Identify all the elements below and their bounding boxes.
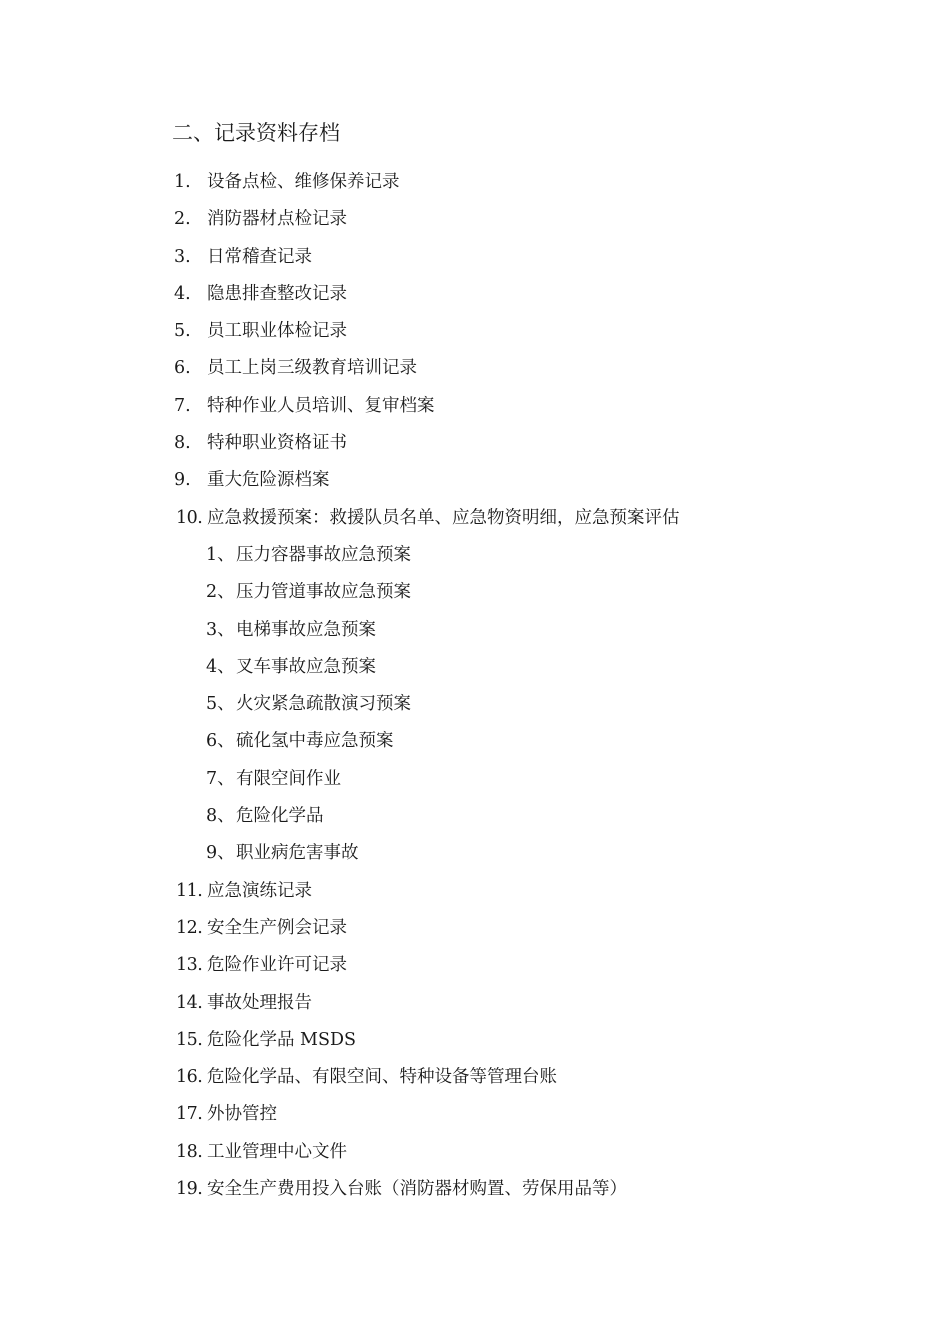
sub-item-text: 职业病危害事故	[236, 843, 359, 864]
item-text: 消防器材点检记录	[207, 209, 347, 230]
sub-item-number: 7、	[206, 768, 235, 789]
sub-list-item	[0, 537, 950, 574]
sub-item-text: 硫化氢中毒应急预案	[236, 731, 394, 752]
sub-item-number: 3、	[206, 619, 235, 640]
sub-list-item	[0, 612, 950, 649]
list-item	[0, 201, 950, 238]
item-number: 15.	[176, 1029, 203, 1050]
item-text: 危险作业许可记录	[207, 955, 347, 976]
item-number: 9.	[174, 470, 191, 491]
item-number: 3.	[174, 246, 191, 267]
item-number: 12.	[176, 917, 203, 938]
item-number: 14.	[176, 992, 203, 1013]
list-item	[0, 1171, 950, 1208]
item-text: 工业管理中心文件	[207, 1141, 347, 1162]
item-number: 4.	[174, 283, 191, 304]
item-text: 危险化学品、有限空间、特种设备等管理台账	[207, 1067, 557, 1088]
sub-item-text: 有限空间作业	[236, 768, 341, 789]
list-item	[0, 500, 950, 537]
sub-item-text: 火灾紧急疏散演习预案	[236, 694, 411, 715]
list-item	[0, 164, 950, 201]
list-item	[0, 425, 950, 462]
sub-list-item	[0, 649, 950, 686]
item-text: 外协管控	[207, 1104, 277, 1125]
item-number: 5.	[174, 321, 191, 342]
item-text: 应急救援预案：救援队员名单、应急物资明细，应急预案评估	[207, 507, 680, 528]
list-item	[0, 1022, 950, 1059]
sub-item-number: 5、	[206, 694, 235, 715]
sub-list-item	[0, 798, 950, 835]
list-item	[0, 910, 950, 947]
list-item	[0, 985, 950, 1022]
list-item	[0, 1059, 950, 1096]
item-text: 日常稽查记录	[207, 246, 312, 267]
sub-item-number: 6、	[206, 731, 235, 752]
sub-item-text: 叉车事故应急预案	[236, 656, 376, 677]
item-text: 员工职业体检记录	[207, 321, 347, 342]
item-text: 特种作业人员培训、复审档案	[207, 395, 435, 416]
item-number: 17.	[176, 1104, 203, 1125]
sub-item-number: 2、	[206, 582, 235, 603]
item-number: 7.	[174, 395, 191, 416]
item-number: 19.	[176, 1179, 203, 1200]
sub-list-item	[0, 835, 950, 872]
record-list	[0, 164, 950, 1208]
item-number: 8.	[174, 433, 191, 454]
item-text: 事故处理报告	[207, 992, 312, 1013]
list-item	[0, 947, 950, 984]
item-text: 安全生产例会记录	[207, 917, 347, 938]
item-number: 1.	[174, 172, 191, 192]
list-item	[0, 873, 950, 910]
list-item	[0, 462, 950, 499]
sub-list-item	[0, 574, 950, 611]
section-heading: 二、记录资料存档	[172, 121, 340, 145]
item-number: 11.	[176, 880, 203, 901]
list-item	[0, 388, 950, 425]
list-item	[0, 276, 950, 313]
sub-item-number: 1、	[206, 544, 235, 565]
list-item	[0, 350, 950, 387]
sub-list-item	[0, 761, 950, 798]
item-text: 隐患排查整改记录	[207, 283, 347, 304]
item-text: 设备点检、维修保养记录	[207, 172, 400, 192]
sub-list-item	[0, 723, 950, 760]
list-item	[0, 239, 950, 276]
item-text: 危险化学品 MSDS	[207, 1029, 356, 1050]
sub-item-text: 压力管道事故应急预案	[236, 582, 411, 603]
list-item	[0, 1096, 950, 1133]
item-number: 6.	[174, 358, 191, 379]
item-text: 应急演练记录	[207, 880, 312, 901]
sub-item-number: 9、	[206, 843, 235, 864]
sub-item-number: 8、	[206, 806, 235, 827]
item-number: 18.	[176, 1141, 203, 1162]
sub-item-text: 压力容器事故应急预案	[236, 544, 411, 565]
sub-list-item	[0, 686, 950, 723]
sub-item-number: 4、	[206, 656, 235, 677]
sub-item-text: 危险化学品	[236, 806, 324, 827]
item-number: 2.	[174, 209, 191, 230]
sub-item-text: 电梯事故应急预案	[236, 619, 376, 640]
item-number: 10.	[176, 507, 203, 528]
item-text: 安全生产费用投入台账（消防器材购置、劳保用品等）	[207, 1179, 627, 1200]
list-item	[0, 313, 950, 350]
item-text: 特种职业资格证书	[207, 433, 347, 454]
item-number: 16.	[176, 1067, 203, 1088]
item-number: 13.	[176, 955, 203, 976]
list-item	[0, 1134, 950, 1171]
item-text: 员工上岗三级教育培训记录	[207, 358, 417, 379]
item-text: 重大危险源档案	[207, 470, 330, 491]
